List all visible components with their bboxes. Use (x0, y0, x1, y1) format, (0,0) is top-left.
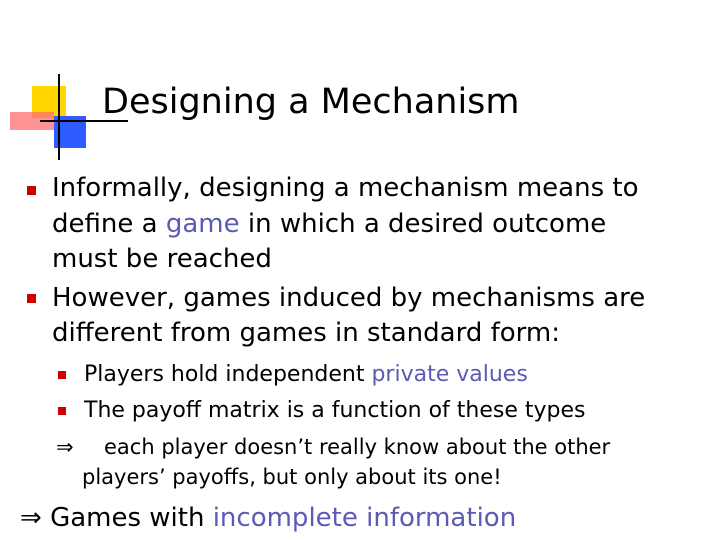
logo-vertical-line (58, 74, 60, 160)
implies-arrow-icon: ⇒ (20, 503, 42, 533)
implies-arrow-icon: ⇒ (56, 435, 74, 459)
bullet-marker (27, 294, 36, 303)
subbullet-2: The payoff matrix is a function of these types (84, 398, 586, 423)
subbullet-1: Players hold independent private values (84, 362, 528, 387)
implication-line-2: players’ payoffs, but only about its one! (82, 465, 502, 489)
bullet-1-line-2: define a game in which a desired outcome (52, 209, 607, 239)
subbullet-marker (58, 371, 66, 379)
bullet-1-line-1: Informally, designing a mechanism means to (52, 173, 639, 203)
bullet-2-line-1: However, games induced by mechanisms are (52, 283, 646, 313)
slide-title: Designing a Mechanism (102, 82, 520, 122)
term-private-values: private values (371, 362, 528, 387)
subbullet-marker (58, 407, 66, 415)
bullet-2-line-2: different from games in standard form: (52, 318, 560, 348)
term-incomplete-information: incomplete information (212, 503, 517, 533)
term-game: game (165, 209, 240, 239)
bullet-marker (27, 186, 36, 195)
implication-line-1: each player doesn’t really know about the other (104, 435, 611, 459)
conclusion: ⇒ Games with incomplete information (20, 503, 517, 533)
bullet-1-line-3: must be reached (52, 244, 272, 274)
